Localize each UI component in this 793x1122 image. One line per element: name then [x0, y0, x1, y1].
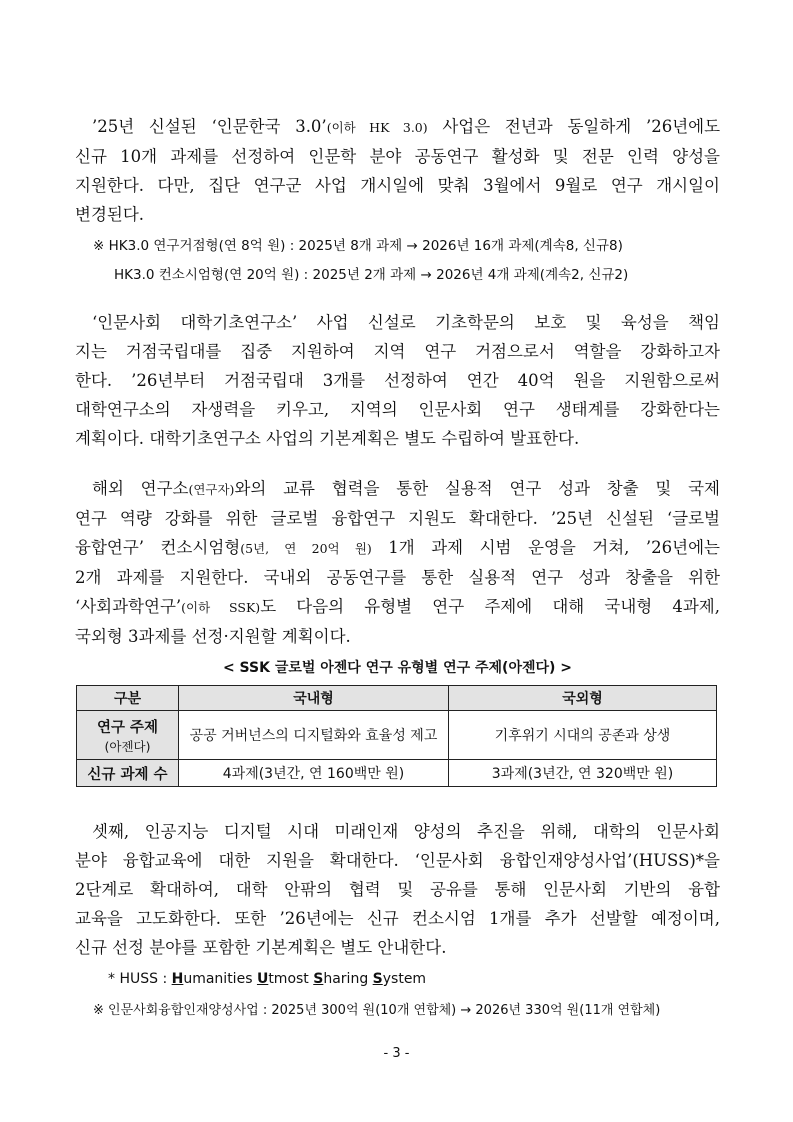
paragraph-hk3 — [75, 112, 720, 229]
paragraph-line: 대학연구소의 자생력을 키우고, 지역의 인문사회 연구 생태계를 강화한다는 — [75, 400, 720, 419]
table-header-row — [77, 686, 717, 711]
page-number: - 3 - — [383, 1046, 410, 1061]
paragraph-line: ‘인문사회 대학기초연구소’ 사업 신설로 기초학문의 보호 및 육성을 책임 — [92, 313, 720, 332]
paragraph-line: 지는 거점국립대를 집중 지원하여 지역 연구 거점으로서 역할을 강화하고자 — [75, 342, 720, 361]
header-domestic: 국내형 — [179, 686, 449, 711]
paragraph-basic-institute — [75, 308, 720, 453]
cell-domestic-topic: 공공 거버넌스의 디지털화와 효율성 제고 — [179, 711, 449, 760]
cell-overseas-count: 3과제(3년간, 연 320백만 원) — [449, 760, 717, 787]
cell-domestic-count: 4과제(3년간, 연 160백만 원) — [179, 760, 449, 787]
cell-overseas-topic: 기후위기 시대의 공존과 상생 — [449, 711, 717, 760]
note-huss-budget: ※ 인문사회융합인재양성사업 : 2025년 300억 원(10개 연합체) → 2026년 330억 원(11개 연합체) — [93, 1003, 661, 1018]
header-overseas: 국외형 — [449, 686, 717, 711]
paragraph-line: 해외 연구소(연구자)와의 교류 협력을 통한 실용적 연구 성과 창출 및 국제 — [92, 479, 720, 498]
ssk-agenda-table — [76, 685, 717, 787]
paragraph-line: 연구 역량 강화를 위한 글로벌 융합연구 지원도 확대한다. ’25년 신설된 ‘글로벌 — [75, 509, 720, 528]
paragraph-line: 교육을 고도화한다. 또한 ’26년에는 신규 컨소시엄 1개를 추가 선발할 예정이며, — [75, 909, 720, 928]
paragraph-line: 변경된다. — [75, 205, 145, 224]
header-category: 구분 — [77, 686, 179, 711]
paragraph-line: 지원한다. 다만, 집단 연구군 사업 개시일에 맞춰 3월에서 9월로 연구 개시일이 — [75, 176, 720, 195]
paragraph-line: ’25년 신설된 ‘인문한국 3.0’(이하 HK 3.0) 사업은 전년과 동일하게 ’26년에도 — [92, 117, 721, 136]
note-hk3-consortium: HK3.0 컨소시엄형(연 20억 원) : 2025년 2개 과제 → 2026년 4개 과제(계속2, 신규2) — [114, 267, 629, 283]
note-hk3-hub: ※ HK3.0 연구거점형(연 8억 원) : 2025년 8개 과제 → 2026년 16개 과제(계속8, 신규8) — [93, 238, 623, 254]
paragraph-line: 국외형 3과제를 선정·지원할 계획이다. — [75, 627, 351, 646]
paragraph-huss — [75, 817, 720, 962]
paragraph-line: 융합연구’ 컨소시엄형(5년, 연 20억 원) 1개 과제 시범 운영을 거쳐, ’26년에는 — [75, 538, 720, 557]
table-title: < SSK 글로벌 아젠다 연구 유형별 연구 주제(아젠다) > — [222, 660, 573, 676]
table-row — [77, 711, 717, 760]
paragraph-line: 한다. ’26년부터 거점국립대 3개를 선정하여 연간 40억 원을 지원함으로써 — [75, 371, 720, 390]
paragraph-line: 셋째, 인공지능 디지털 시대 미래인재 양성의 추진을 위해, 대학의 인문사회 — [92, 822, 720, 841]
paragraph-line: 2개 과제를 지원한다. 국내외 공동연구를 통한 실용적 연구 성과 창출을 위한 — [75, 568, 720, 587]
row-label-research-topic: 연구 주제 (아젠다) — [77, 711, 179, 760]
paragraph-line: 2단계로 확대하여, 대학 안팎의 협력 및 공유를 통해 인문사회 기반의 융합 — [75, 880, 720, 899]
paragraph-global-research — [75, 474, 720, 651]
paragraph-line: 신규 10개 과제를 선정하여 인문학 분야 공동연구 활성화 및 전문 인력 양성을 — [75, 147, 720, 166]
row-label-new-projects: 신규 과제 수 — [77, 760, 179, 787]
paragraph-line: ‘사회과학연구’(이하 SSK)도 다음의 유형별 연구 주제에 대해 국내형 4과제, — [75, 597, 720, 616]
paragraph-line: 신규 선정 분야를 포함한 기본계획은 별도 안내한다. — [75, 938, 447, 957]
paragraph-line: 계획이다. 대학기초연구소 사업의 기본계획은 별도 수립하여 발표한다. — [75, 429, 580, 448]
paragraph-line: 분야 융합교육에 대한 지원을 확대한다. ‘인문사회 융합인재양성사업’(HUSS)*을 — [75, 851, 720, 870]
huss-footnote: * HUSS : Humanities Utmost Sharing System — [108, 971, 427, 987]
table-row — [77, 760, 717, 787]
